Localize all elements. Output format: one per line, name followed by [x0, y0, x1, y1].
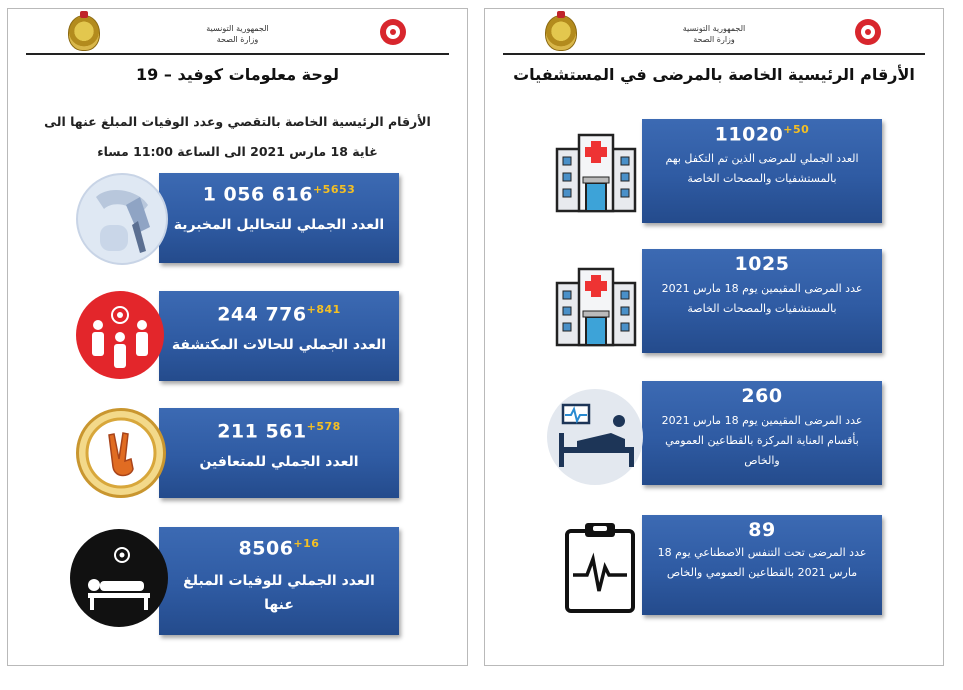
icu-bed-icon: [547, 389, 643, 485]
stat-card-hospitalized-current: [642, 249, 882, 353]
deceased-patient-icon: [70, 529, 168, 627]
tunisia-coat-of-arms-icon: [68, 15, 100, 51]
stat-card-hospitalized-total: [642, 119, 882, 223]
stat-label: العدد الجملي للحالات المكتشفة: [171, 337, 387, 354]
stat-label: عدد المرضى تحت التنفس الاصطناعي يوم 18 مارس 2021 بالقطاعين العمومي والخاص: [657, 546, 867, 579]
stat-label: العدد الجملي للمرضى الذين تم التكفل بهم بالمستشفيات والمصحات الخاصة: [665, 152, 859, 186]
header-ministry: وزارة الصحة: [216, 35, 259, 44]
clipboard-ecg-icon: [563, 521, 637, 617]
stat-card-cases: [159, 291, 399, 381]
header-divider: [26, 53, 449, 55]
stat-value: 211 $561^{+578}$: [217, 420, 341, 443]
header-republic: الجمهورية التونسية: [682, 24, 746, 33]
stat-card-ventilated: [642, 515, 882, 615]
stat-value: 89: [748, 519, 776, 541]
stat-card-deaths: [159, 527, 399, 635]
hospital-icon: [553, 265, 639, 351]
tunisia-coat-of-arms-icon: [545, 15, 577, 51]
page-title: الأرقام الرئيسية الخاصة بالمرضى في المستشفيات: [513, 65, 915, 84]
lab-test-icon: [76, 173, 168, 265]
header-ministry: وزارة الصحة: [693, 35, 735, 44]
victory-hand-icon: [76, 408, 166, 498]
people-virus-icon: [76, 291, 164, 379]
hospital-icon: [553, 131, 639, 217]
stat-label: عدد المرضى المقيمين يوم 18 مارس 2021 بالمستشفيات والمصحات الخاصة: [661, 282, 863, 315]
stat-label: العدد الجملي للتحاليل المخبرية: [173, 217, 385, 234]
stat-value: $11020^{+50}$: [714, 123, 810, 146]
stat-label: العدد الجملي للمتعافين: [199, 454, 359, 471]
intro-text: الأرقام الرئيسية الخاصة بالتقصي وعدد الوفيات المبلغ عنها الى غاية 18 مارس 2021 الى الساعة 11:00 مساء: [44, 114, 431, 159]
stat-card-recovered: [159, 408, 399, 498]
stat-card-icu: [642, 381, 882, 485]
header-text: [644, 23, 784, 45]
stat-value: $8506^{+16}$: [238, 537, 320, 560]
header-republic: الجمهورية التونسية: [206, 24, 269, 33]
stat-value: 260: [741, 385, 783, 407]
stat-label: العدد الجملي للوفيات المبلغ عنها: [183, 573, 375, 614]
left-dashboard-page: [7, 8, 468, 666]
ministry-logo-icon: [380, 19, 406, 45]
stat-label: عدد المرضى المقيمين يوم 18 مارس 2021 بأقسام العناية المركزة بالقطاعين العمومي والخاص: [661, 414, 863, 467]
header-text: [168, 23, 308, 45]
right-dashboard-page: [484, 8, 944, 666]
stat-card-tests: [159, 173, 399, 263]
page-title: لوحة معلومات كوفيد – 19: [136, 65, 339, 84]
stat-value: 1 056 $616^{+5653}$: [202, 183, 356, 206]
header-divider: [503, 53, 925, 55]
stat-value: 1025: [734, 253, 790, 275]
ministry-logo-icon: [855, 19, 881, 45]
stat-value: 244 $776^{+841}$: [217, 303, 341, 326]
